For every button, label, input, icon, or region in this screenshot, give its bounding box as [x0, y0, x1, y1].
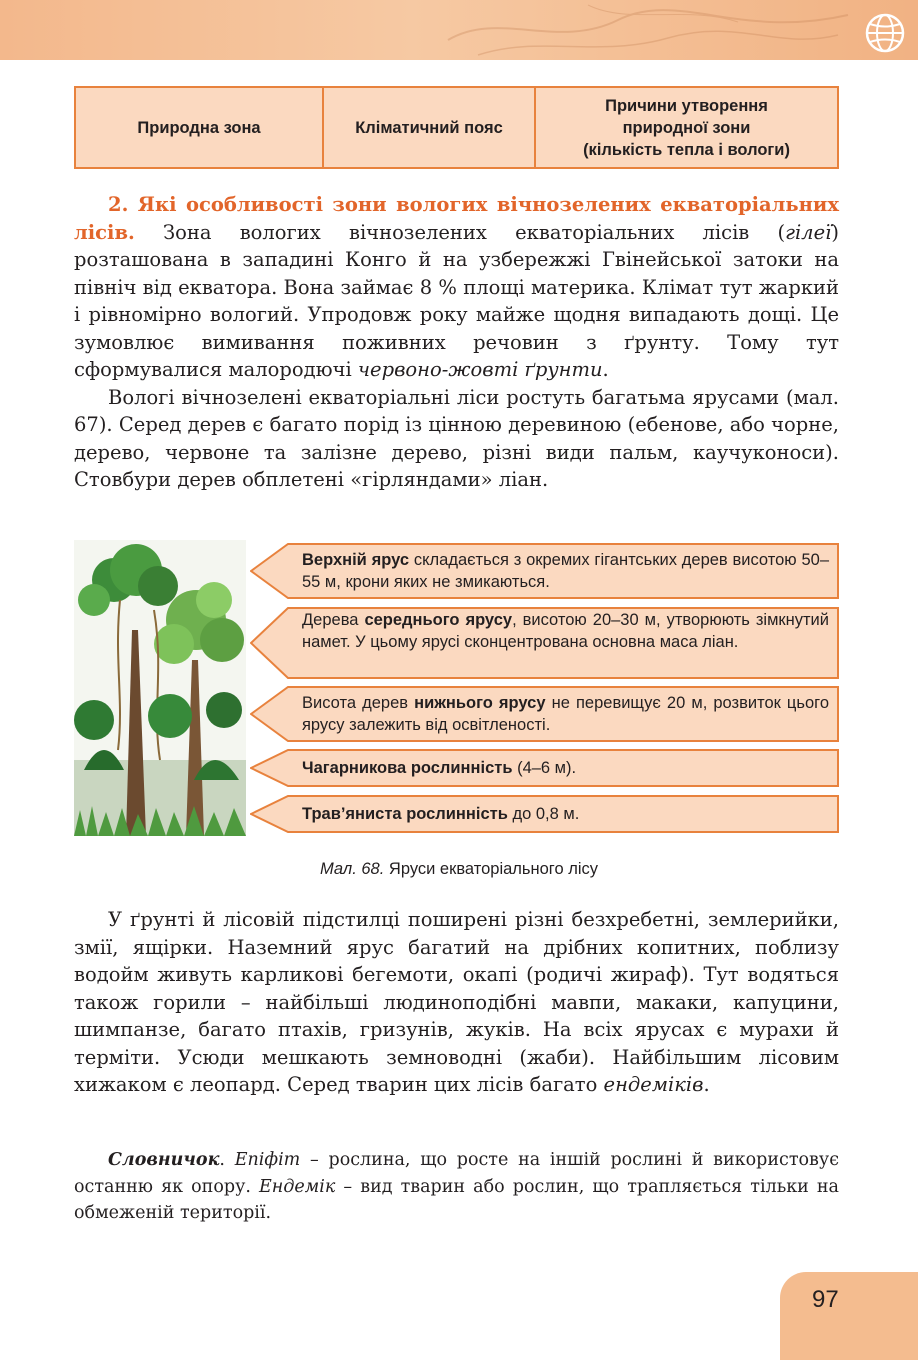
layer-grass: Трав’яниста рослинність до 0,8 м.	[250, 795, 839, 833]
header-banner	[0, 0, 918, 60]
figure-caption: Мал. 68. Яруси екваторіального лісу	[319, 860, 599, 878]
zones-table	[74, 86, 839, 169]
page-number-tab	[780, 1272, 918, 1360]
table-header-belt: Кліматичний пояс	[323, 87, 535, 168]
table-header-causes: Причини утворення природної зони (кількість тепла і вологи)	[535, 87, 838, 168]
globe-icon	[864, 12, 906, 54]
fauna-paragraph: У ґрунті й лісовій підстилці поширені різні безхребетні, землерийки, змії, ящірки. Наземний ярус багатий на дрібних копитних, поблизу водойм живуть карликові бегемоти, окапі (родичі жираф). Тут водяться також горили – найбільші людиноподібні мавпи, макаки, капуцини, шимпанзе, багато птахів, гризунів, жуків. На всіх ярусах є мурахи й терміти. Усюди мешкають земноводні (жаби). Найбільшим лісовим хижаком є леопард. Серед тварин цих лісів багато ендеміків.	[74, 908, 839, 1096]
question-title: 2. Які особливості зони вологих вічнозелених екваторіальних лісів.	[74, 193, 839, 244]
glossary-label: Словничок	[108, 1150, 220, 1170]
layer-top: Верхній ярус складається з окремих гігантських дерев висотою 50–55 м, крони яких не змикаються.	[250, 543, 839, 599]
question-section	[74, 191, 839, 494]
layer-lower: Висота дерев нижнього ярусу не перевищує 20 м, розвиток цього ярусу залежить від освітленості.	[250, 686, 839, 742]
glossary: Словничок. Епіфіт – рослина, що росте на іншій рослині й використовує останню як опору. Ендемік – вид тварин або рослин, що трапляється тільки на обмеженій території.	[74, 1150, 839, 1223]
forest-tiers-paragraph: Вологі вічнозелені екваторіальні ліси ростуть багатьма ярусами (мал. 67). Серед дерев є багато порід із цінною деревиною (ебенове, або чорне, дерево, червоне та залізне дерево, різні види пальм, каучуконоси). Стовбури дерев обплетені «гірляндами» ліан.	[74, 385, 839, 491]
table-header-zone: Природна зона	[75, 87, 323, 168]
page-number: 97	[812, 1286, 839, 1313]
fauna-section	[74, 906, 839, 1099]
map-decoration	[438, 0, 858, 60]
question-paragraph: 2. Які особливості зони вологих вічнозелених екваторіальних лісів. Зона вологих вічнозелених екваторіальних лісів (гілеї) розташована в западині Конго й на узбережжі Гвінейської затоки на північ від екватора. Вона займає 8 % площі материка. Клімат тут жаркий і рівномірно вологий. Упродовж року майже щодня випадають дощі. Це зумовлює вимивання поживних речовин з ґрунту. Тому тут сформувалися малородючі червоно-жовті ґрунти.	[74, 193, 839, 381]
layer-middle: Дерева середнього ярусу, висотою 20–30 м, утворюють зімкнутий намет. У цьому ярусі сконцентрована основна маса ліан.	[250, 607, 839, 679]
layer-shrub: Чагарникова рослинність (4–6 м).	[250, 749, 839, 787]
forest-illustration	[74, 540, 246, 836]
